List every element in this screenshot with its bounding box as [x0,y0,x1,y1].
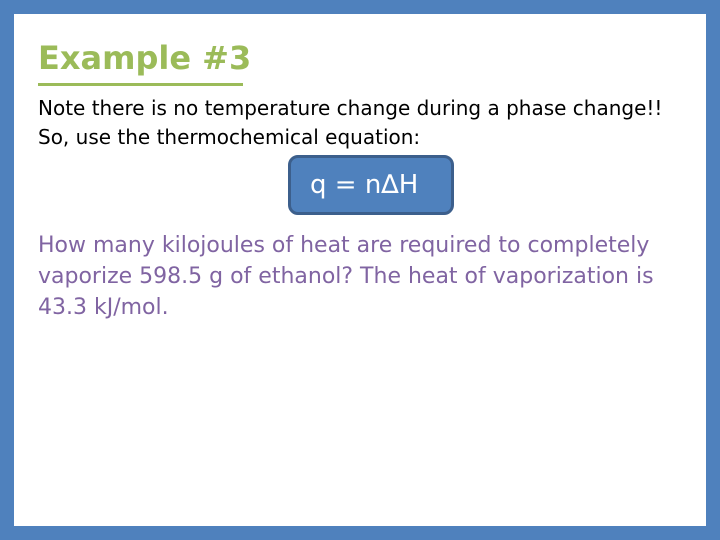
equation-text: q = n∆H [310,170,419,200]
title-underline [38,83,243,86]
slide-title: Example #3 [38,39,252,77]
slide [14,14,706,526]
question-text: How many kilojoules of heat are required to completely vaporize 598.5 g of ethanol? The heat of vaporization is 43.3 kJ/mol. [38,233,654,320]
note-text: Note there is no temperature change during a phase change!! So, use the thermochemical equation: [38,96,663,149]
